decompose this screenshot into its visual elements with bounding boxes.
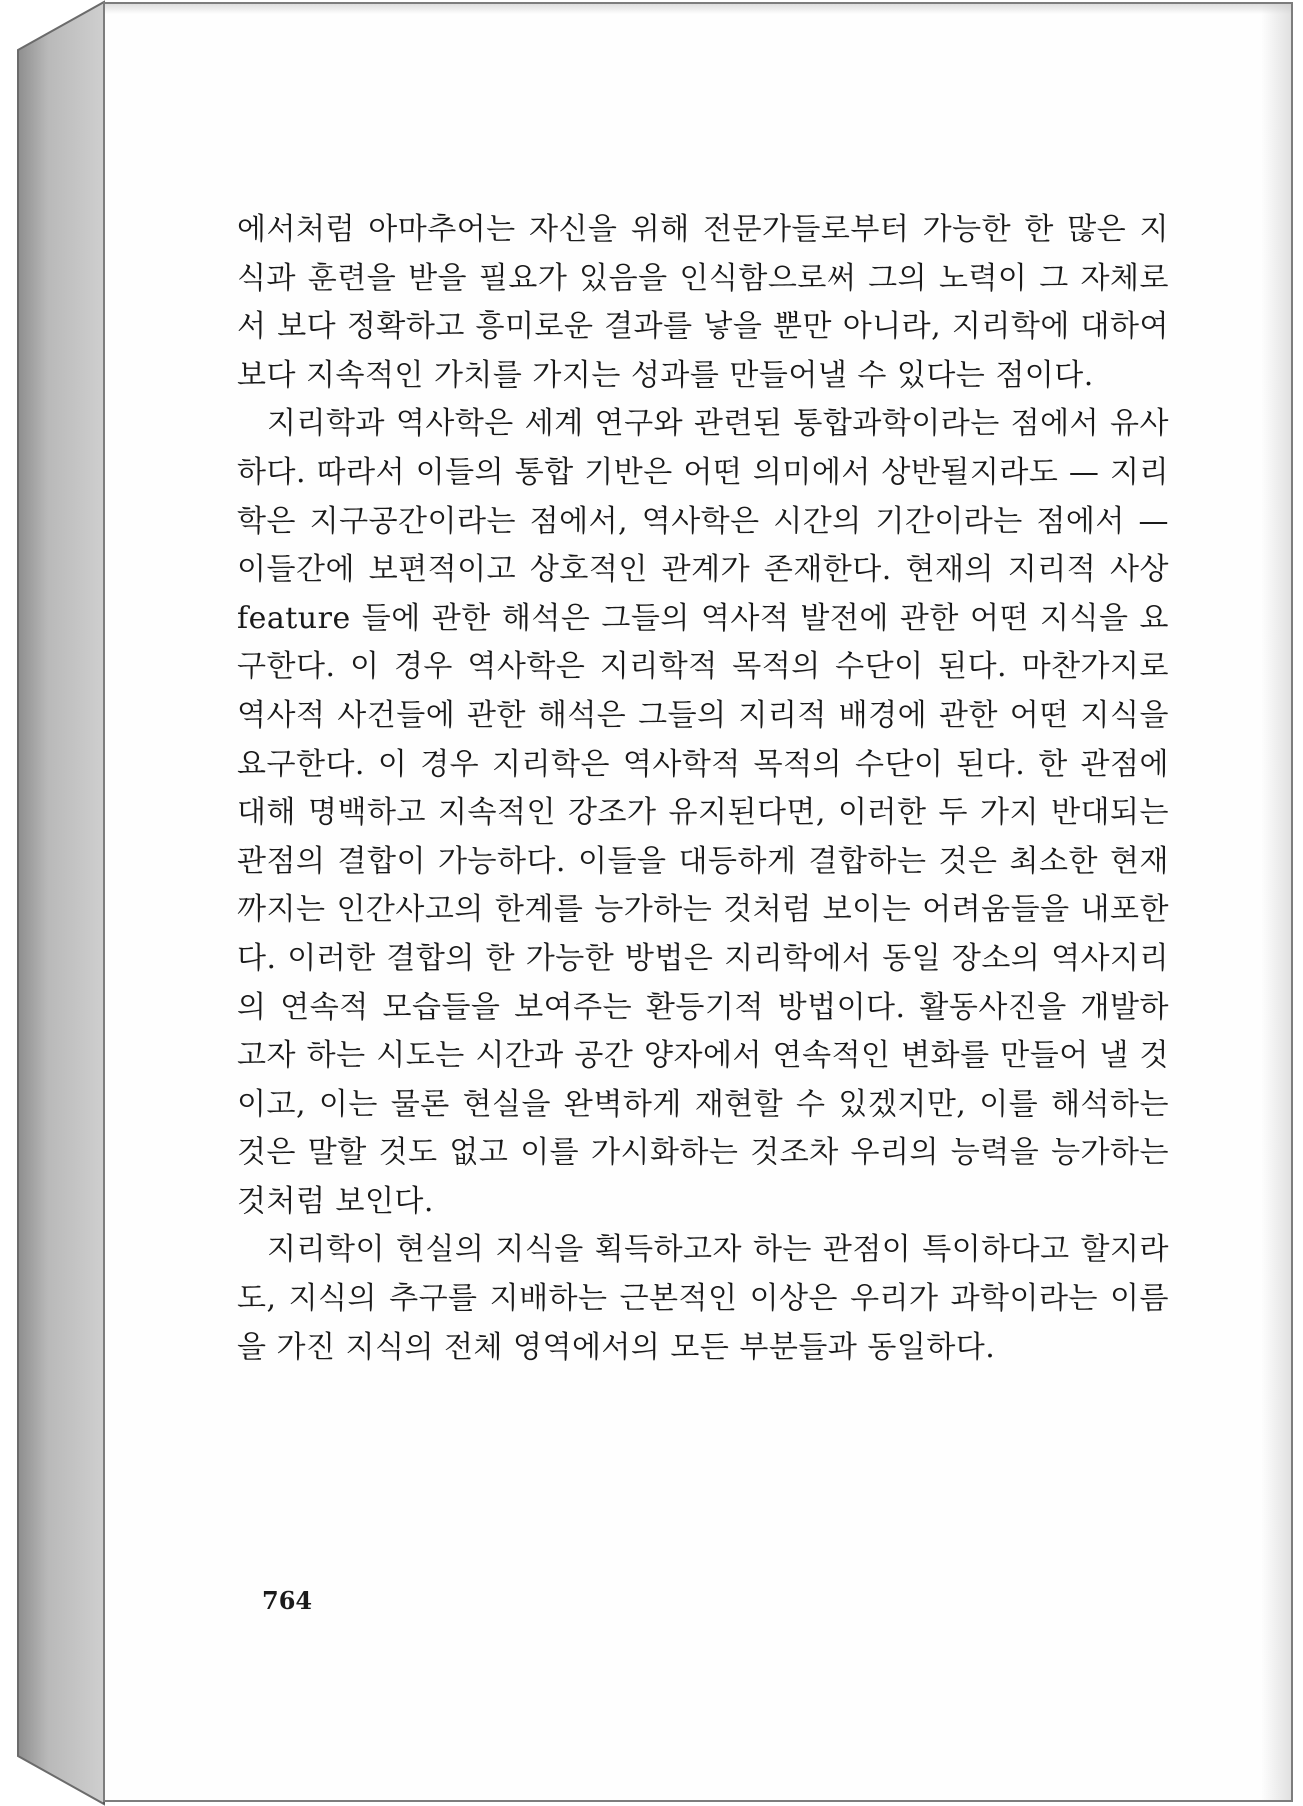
page-shadow-right (1261, 4, 1291, 1800)
book-page (103, 2, 1293, 1802)
paragraph-1: 에서처럼 아마추어는 자신을 위해 전문가들로부터 가능한 한 많은 지식과 훈련을 받을 필요가 있음을 인식함으로써 그의 노력이 그 자체로서 보다 정확하고 흥미로운 결과를 낳을 뿐만 아니라, 지리학에 대하여 보다 지속적인 가치를 가지는 성과를 만들어낼 수 있다는 점이다. (237, 212, 1169, 393)
paragraph-2: 지리학과 역사학은 세계 연구와 관련된 통합과학이라는 점에서 유사하다. 따라서 이들의 통합 기반은 어떤 의미에서 상반될지라도 — 지리학은 지구공간이라는 점에서, 역사학은 시간의 기간이라는 점에서 — 이들간에 보편적이고 상호적인 관계가 존재한다. 현재의 지리적 사상 feature 들에 관한 해석은 그들의 역사적 발전에 관한 어떤 지식을 요구한다. 이 경우 역사학은 지리학적 목적의 수단이 된다. 마찬가지로 역사적 사건들에 관한 해석은 그들의 지리적 배경에 관한 어떤 지식을 요구한다. 이 경우 지리학은 역사학적 목적의 수단이 된다. 한 관점에 대해 명백하고 지속적인 강조가 유지된다면, 이러한 두 가지 반대되는 관점의 결합이 가능하다. 이들을 대등하게 결합하는 것은 최소한 현재까지는 인간사고의 한계를 능가하는 것처럼 보이는 어려움들을 내포한다. 이러한 결합의 한 가능한 방법은 지리학에서 동일 장소의 역사지리의 연속적 모습들을 보여주는 환등기적 방법이다. 활동사진을 개발하고자 하는 시도는 시간과 공간 양자에서 연속적인 변화를 만들어 낼 것이고, 이는 물론 현실을 완벽하게 재현할 수 있겠지만, 이를 해석하는 것은 말할 것도 없고 이를 가시화하는 것조차 우리의 능력을 능가하는 것처럼 보인다. (237, 406, 1169, 1219)
book-spine (0, 0, 110, 1806)
page-number: 764 (262, 1586, 313, 1615)
body-text (237, 206, 1169, 1372)
book-spine-shape (0, 0, 110, 1806)
paragraph-3: 지리학이 현실의 지식을 획득하고자 하는 관점이 특이하다고 할지라도, 지식의 추구를 지배하는 근본적인 이상은 우리가 과학이라는 이름을 가진 지식의 전체 영역에서의 모든 부분들과 동일하다. (237, 1232, 1169, 1365)
page-shadow-top (105, 4, 1291, 14)
